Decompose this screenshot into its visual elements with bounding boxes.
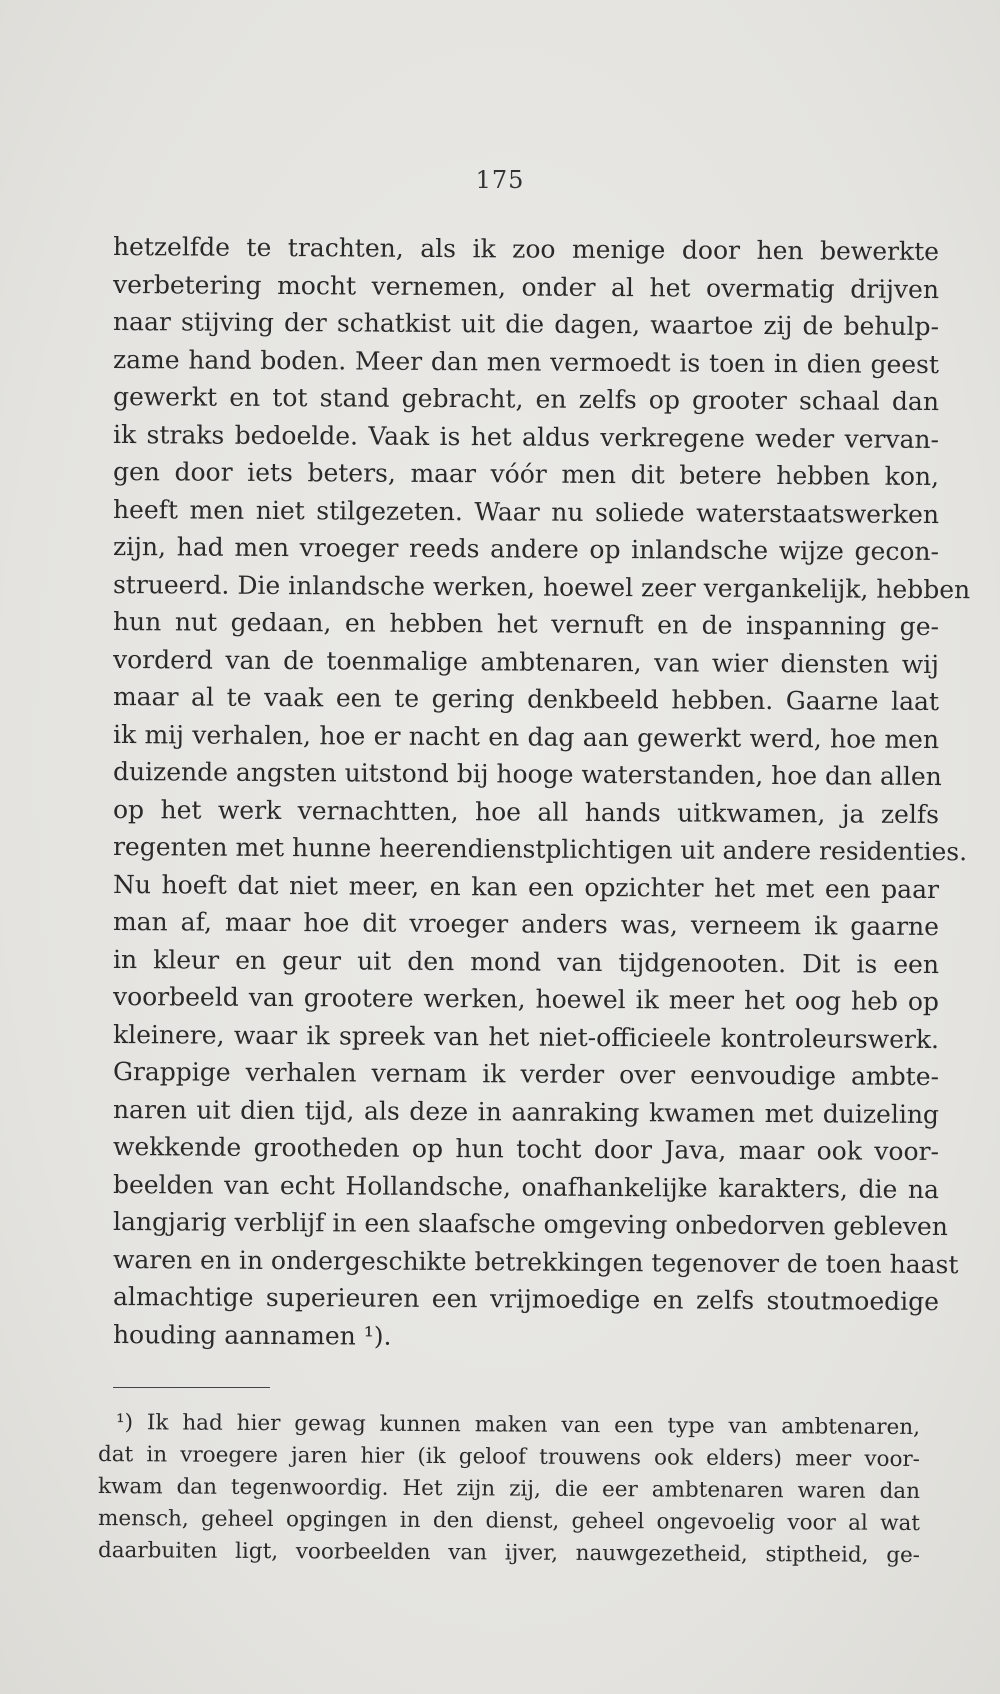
text-line: kleinere, waar ik spreek van het niet-officieele kontroleurswerk. [112,1019,940,1054]
text-line: maar al te vaak een te gering denkbeeld hebben. Gaarne laat [112,682,940,717]
text-line: hun nut gedaan, en hebben het vernuft en de inspanning ge- [112,607,940,642]
text-line: duizende angsten uitstond bij hooge waterstanden, hoe dan allen [112,757,942,792]
text-line: zijn, had men vroeger reeds andere op inlandsche wijze gecon- [112,532,940,567]
page-number: 175 [475,166,525,194]
text-line: gen door iets beters, maar vóór men dit betere hebben kon, [112,457,940,492]
text-line: gewerkt en tot stand gebracht, en zelfs op grooter schaal dan [112,382,940,417]
text-line: naren uit dien tijd, als deze in aanraking kwamen met duizeling [112,1094,940,1129]
text-line: in kleur en geur uit den mond van tijdgenooten. Dit is een [112,944,940,979]
text-line: strueerd. Die inlandsche werken, hoewel zeer vergankelijk, hebben [112,569,971,604]
text-line: ik straks bedoelde. Vaak is het aldus verkregene weder vervan- [112,419,940,454]
text-line: zame hand boden. Meer dan men vermoedt is toen in dien geest [112,344,940,379]
text-line: waren en in ondergeschikte betrekkingen tegenover de toen haast [112,1244,959,1279]
text-line: almachtige superieuren een vrijmoedige en zelfs stoutmoedige [112,1282,940,1317]
footnote-line: dat in vroegere jaren hier (ik geloof trouwens ook elders) meer voor- [97,1442,921,1473]
text-line: langjarig verblijf in een slaafsche omgeving onbedorven gebleven [112,1207,948,1242]
text-line: op het werk vernachtten, hoe all hands uitkwamen, ja zelfs [112,794,940,829]
body-text [112,228,971,1353]
text-line: ik mij verhalen, hoe er nacht en dag aan gewerkt werd, hoe men [112,719,940,754]
text-line: verbetering mocht vernemen, onder al het overmatig drijven [112,269,940,304]
footnote-line: kwam dan tegenwoordig. Het zijn zij, die eer ambtenaren waren dan [97,1474,921,1505]
text-line: wekkende grootheden op hun tocht door Java, maar ook voor- [112,1132,940,1167]
text-line: vorderd van de toenmalige ambtenaren, van wier diensten wij [112,644,940,679]
footnote-line: daarbuiten ligt, voorbeelden van ijver, nauwgezetheid, stiptheid, ge- [97,1538,921,1569]
footnote [98,1407,920,1567]
text-line: voorbeeld van grootere werken, hoewel ik meer het oog heb op [112,982,940,1017]
text-line: heeft men niet stilgezeten. Waar nu soliede waterstaatswerken [112,494,940,529]
text-line: regenten met hunne heerendienstplichtigen uit andere residenties. [112,832,968,867]
text-line: Grappige verhalen vernam ik verder over eenvoudige ambte- [112,1057,940,1092]
text-line: man af, maar hoe dit vroeger anders was, verneem ik gaarne [112,907,940,942]
footnote-divider [113,1387,270,1388]
footnote-line: mensch, geheel opgingen in den dienst, geheel ongevoelig voor al wat [97,1506,921,1537]
text-line: beelden van echt Hollandsche, onafhankelijke karakters, die na [112,1169,940,1204]
text-line: hetzelfde te trachten, als ik zoo menige door hen bewerkte [112,232,940,267]
text-line: Nu hoeft dat niet meer, en kan een opzichter het met een paar [112,869,940,904]
footnote-line: ¹) Ik had hier gewag kunnen maken van een type van ambtenaren, [115,1410,921,1441]
text-line: naar stijving der schatkist uit die dagen, waartoe zij de behulp- [112,307,940,342]
text-line: houding aannamen ¹). [112,1319,392,1351]
